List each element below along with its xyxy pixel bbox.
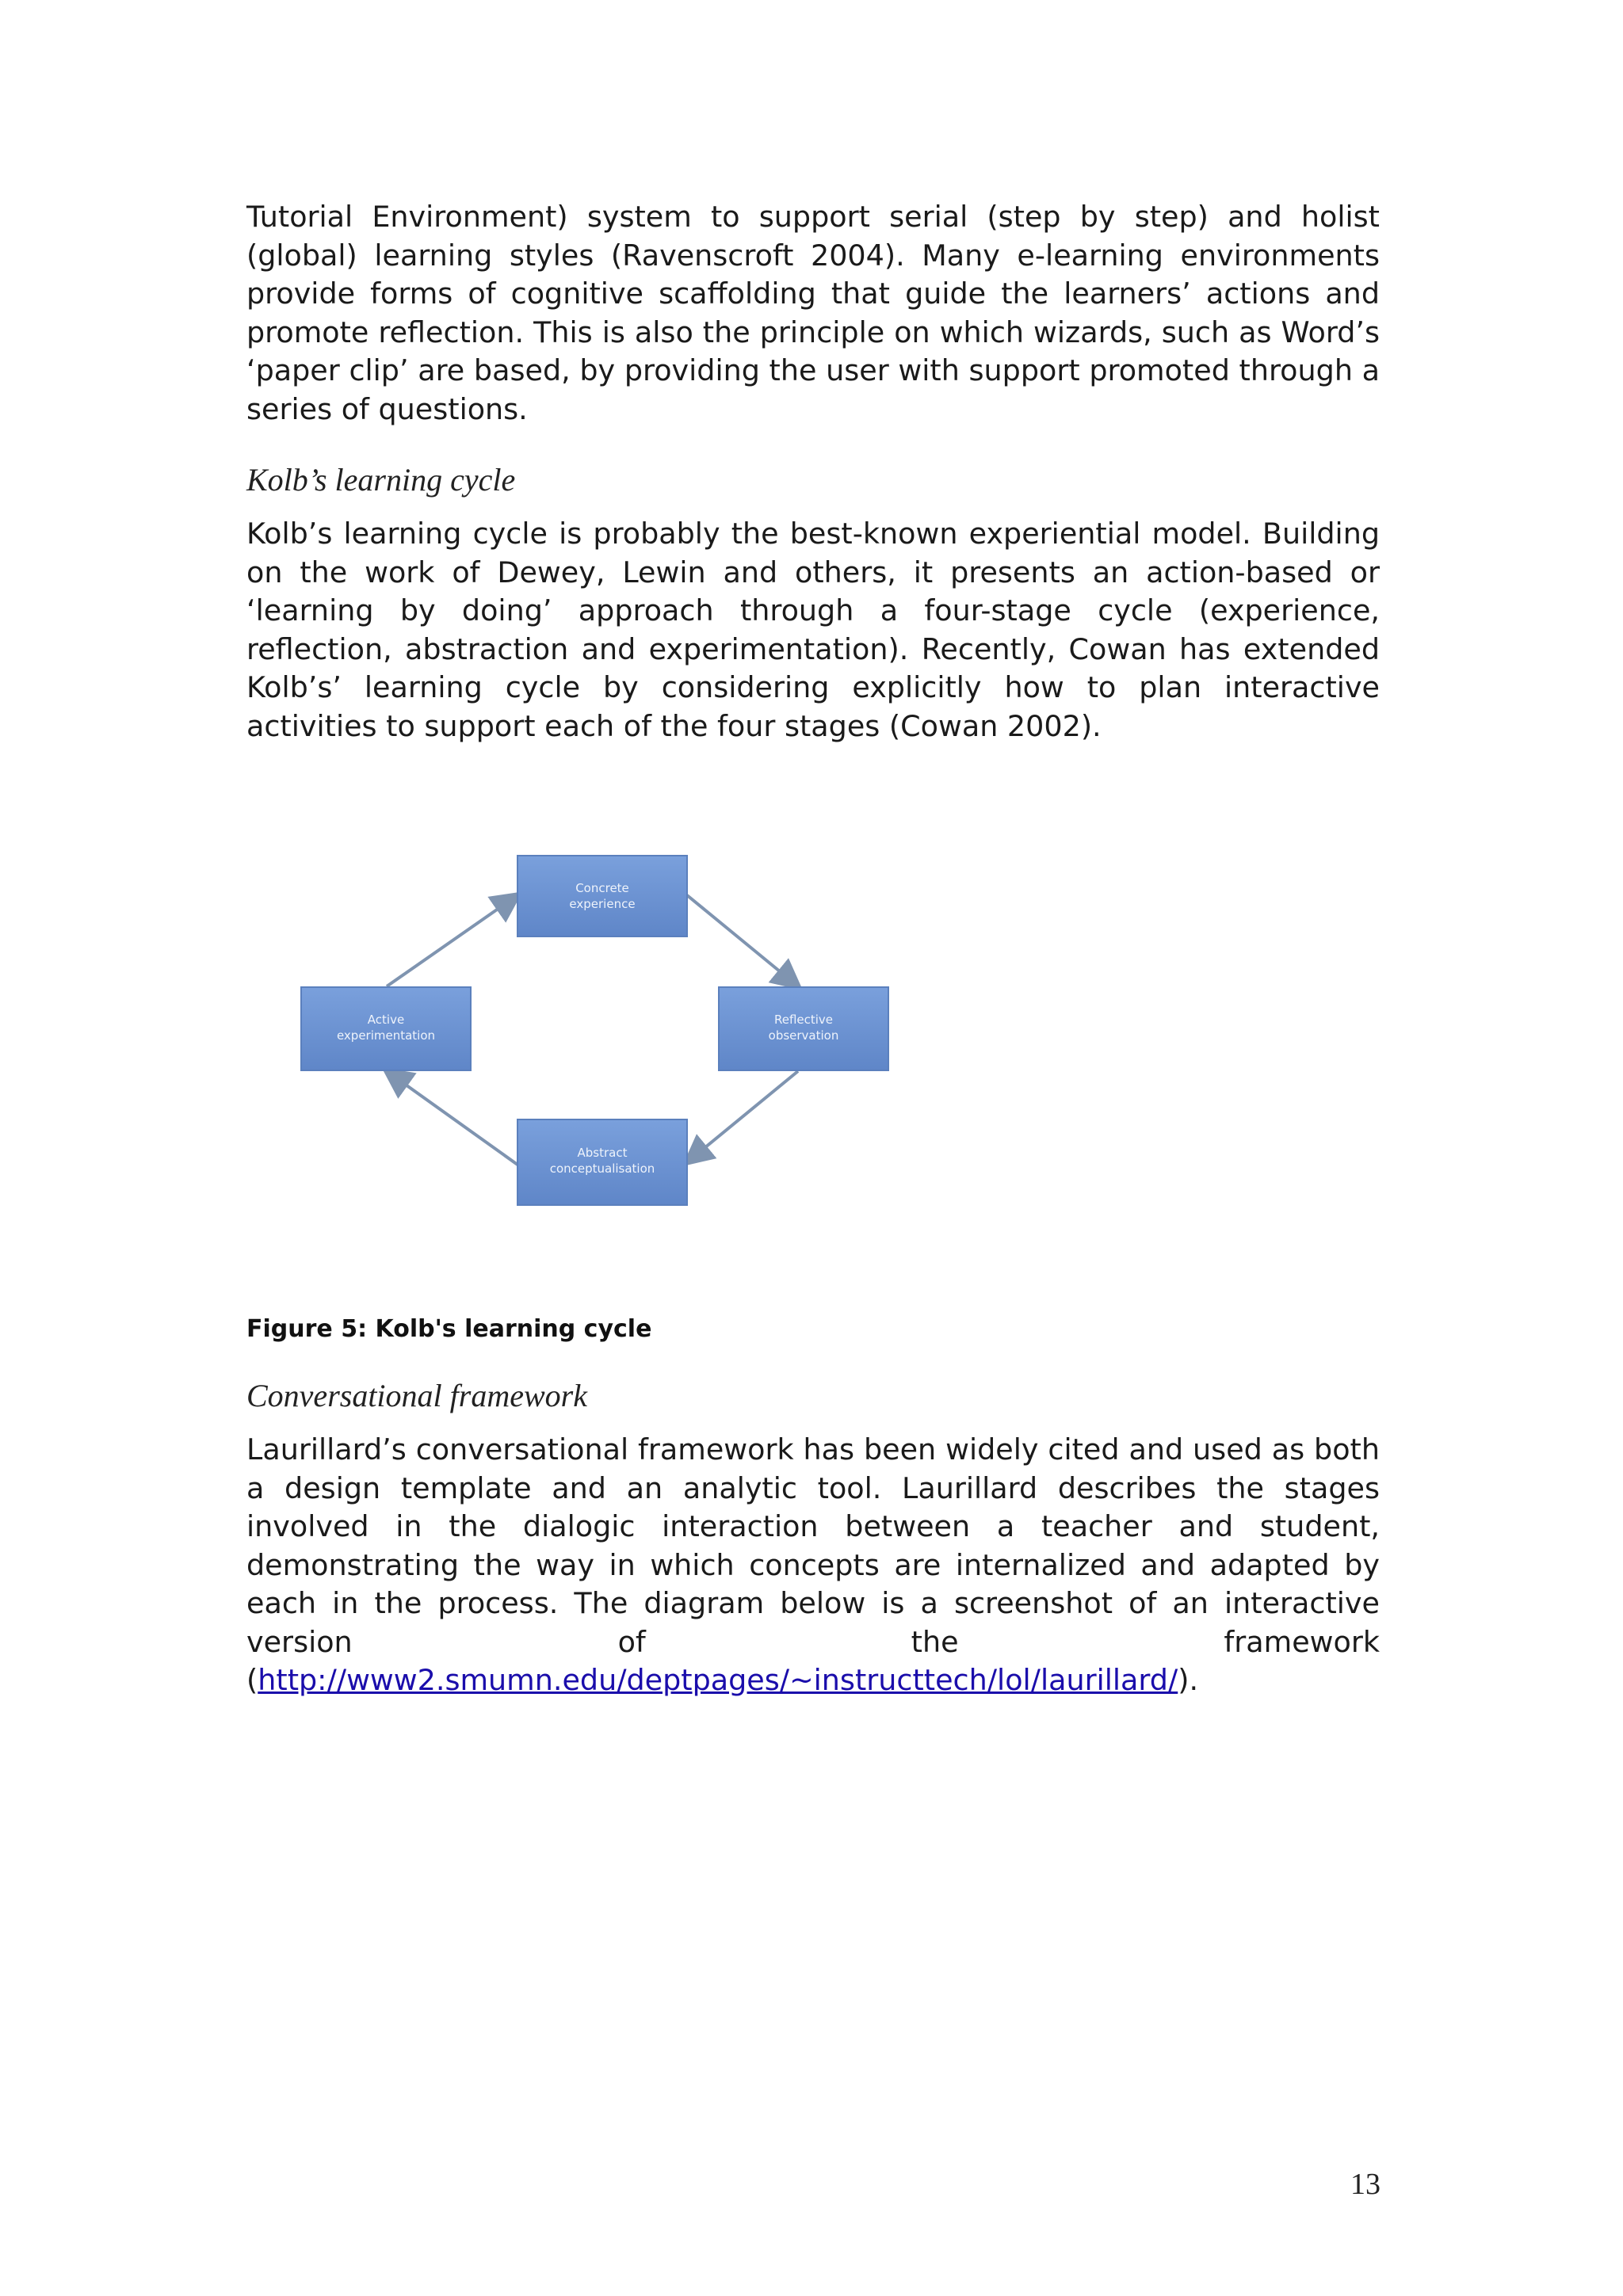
conversational-paragraph xyxy=(246,1431,1380,1700)
arrow-bottom-to-left xyxy=(387,1071,517,1165)
node-top-label-1: Concrete xyxy=(575,881,629,895)
kolb-cycle-diagram xyxy=(293,848,896,1212)
node-reflective-observation xyxy=(719,987,888,1070)
node-left-label-2: experimentation xyxy=(336,1028,436,1043)
node-bottom-label-1: Abstract xyxy=(577,1146,628,1160)
arrow-top-to-right xyxy=(687,895,798,986)
conversational-heading: Conversational framework xyxy=(246,1378,587,1413)
link-close-paren: ). xyxy=(1178,1663,1199,1697)
kolb-heading: Kolb’s learning cycle xyxy=(246,462,516,498)
page-number: 13 xyxy=(1350,2168,1381,2201)
intro-block xyxy=(246,198,1380,429)
figure-caption: Figure 5: Kolb's learning cycle xyxy=(246,1315,652,1343)
kolb-paragraph: Kolb’s learning cycle is probably the best-known experiential model. Building on the work of Dewey, Lewin and others, it presents an action-based or ‘learning by doing’ approach through a four-stage cycle (experience, reflection, abstraction and experimentation). Recently, Cowan has extended Kolb’s’ learning cycle by considering explicitly how to plan interactive activities to support each of the four stages (Cowan 2002). xyxy=(246,517,1380,743)
arrow-right-to-bottom xyxy=(687,1071,798,1162)
conversational-text: Laurillard’s conversational framework has been widely cited and used as both a design template and an analytic tool. Laurillard describes the stages involved in the dialogic interaction between a teacher and student, demonstrating the way in which concepts are internalized and adapted by each in the process. The diagram below is a screenshot of an interactive version of the framework xyxy=(246,1432,1380,1659)
framework-link[interactable]: http://www2.smumn.edu/deptpages/~instructtech/lol/laurillard/ xyxy=(258,1663,1178,1697)
intro-paragraph: Tutorial Environment) system to support serial (step by step) and holist (global) learning styles (Ravenscroft 2004). Many e-learning environments provide forms of cognitive scaffolding that guide the learners’ actions and promote reflection. This is also the principle on which wizards, such as Word’s ‘paper clip’ are based, by providing the user with support promoted through a series of questions. xyxy=(246,200,1380,426)
link-open-paren: ( xyxy=(246,1663,258,1697)
node-active-experimentation xyxy=(301,987,471,1070)
node-concrete-experience xyxy=(517,856,687,936)
arrow-left-to-top xyxy=(387,895,517,986)
node-left-label-1: Active xyxy=(367,1013,405,1027)
kolb-section xyxy=(246,461,1380,746)
node-bottom-label-2: conceptualisation xyxy=(549,1161,655,1176)
figure-caption-block xyxy=(246,1314,1380,1345)
node-top-label-2: experience xyxy=(569,897,636,911)
node-right-label-1: Reflective xyxy=(773,1013,834,1027)
conversational-section xyxy=(246,1377,1380,1700)
node-right-label-2: observation xyxy=(768,1028,839,1043)
node-abstract-conceptualisation xyxy=(517,1119,687,1205)
